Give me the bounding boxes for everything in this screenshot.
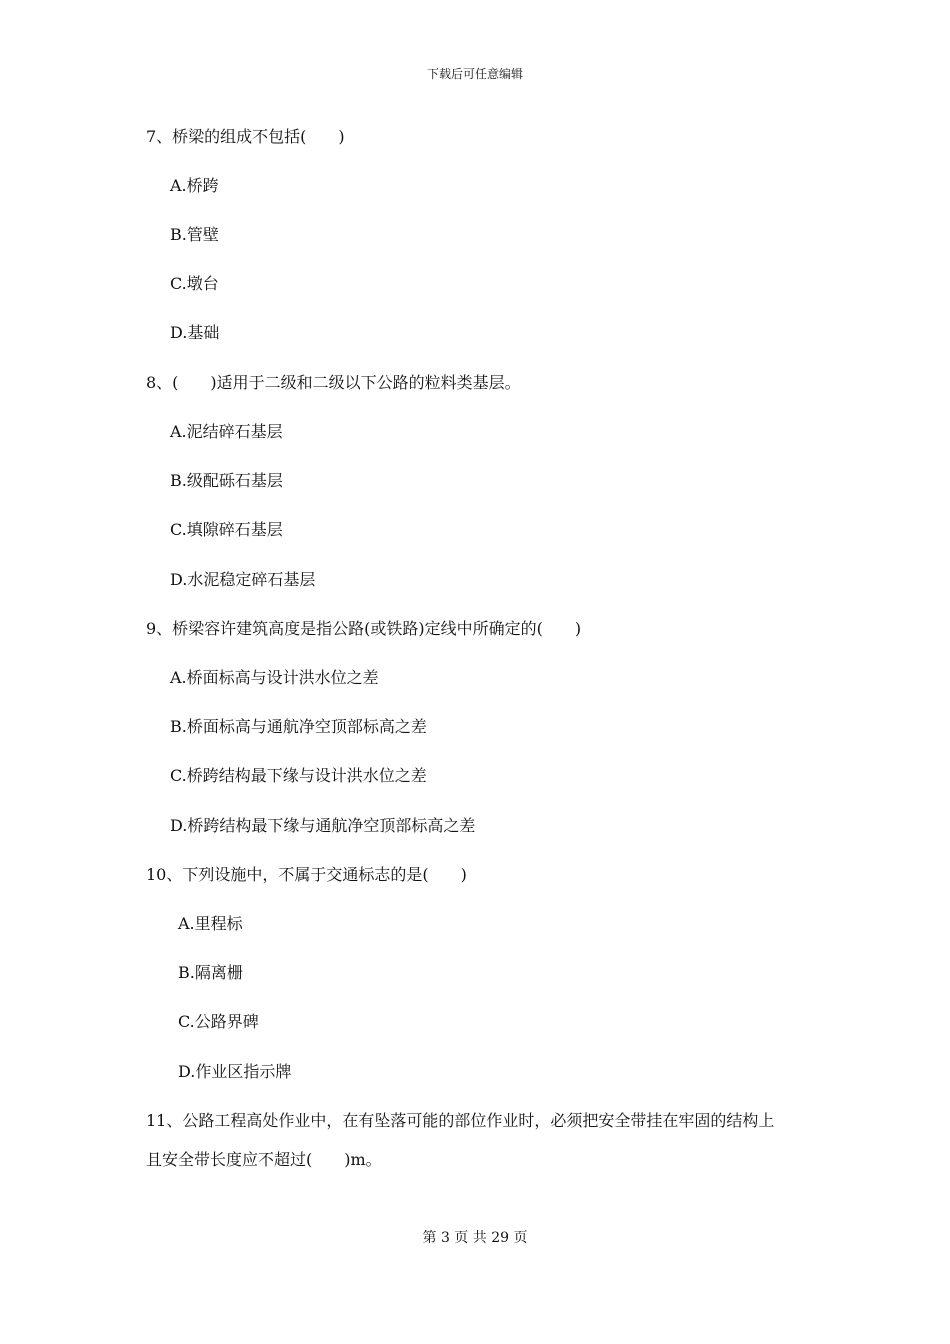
page-footer: 第 3 页 共 29 页 (422, 1230, 528, 1246)
question-10-option-d: D.作业区指示牌 (178, 1062, 292, 1081)
question-7-option-a: A.桥跨 (170, 176, 219, 195)
question-8-option-c: C.填隙碎石基层 (170, 520, 283, 539)
question-10-stem: 10、下列设施中，不属于交通标志的是( ) (146, 865, 467, 884)
page-header: 下载后可任意编辑 (426, 67, 523, 81)
question-9-option-a: A.桥面标高与设计洪水位之差 (170, 668, 379, 687)
question-8-stem: 8、( )适用于二级和二级以下公路的粒料类基层。 (146, 373, 521, 392)
question-10-option-a: A.里程标 (178, 914, 243, 933)
question-9-stem: 9、桥梁容许建筑高度是指公路(或铁路)定线中所确定的( ) (146, 619, 582, 638)
question-7-stem: 7、桥梁的组成不包括( ) (146, 127, 345, 146)
question-7-option-d: D.基础 (170, 323, 220, 342)
question-11-stem-line-2: 且安全带长度应不超过( )m。 (146, 1150, 382, 1169)
question-11-stem-line-1: 11、公路工程高处作业中，在有坠落可能的部位作业时，必须把安全带挂在牢固的结构上 (146, 1111, 775, 1130)
question-9-option-d: D.桥跨结构最下缘与通航净空顶部标高之差 (170, 816, 476, 835)
question-8-option-a: A.泥结碎石基层 (170, 422, 283, 441)
question-8-option-b: B.级配砾石基层 (170, 471, 283, 490)
question-10-option-b: B.隔离栅 (178, 963, 243, 982)
question-7-option-b: B.管壁 (170, 225, 219, 244)
question-9-option-c: C.桥跨结构最下缘与设计洪水位之差 (170, 766, 427, 785)
question-8-option-d: D.水泥稳定碎石基层 (170, 570, 316, 589)
question-9-option-b: B.桥面标高与通航净空顶部标高之差 (170, 717, 427, 736)
question-10-option-c: C.公路界碑 (178, 1012, 259, 1031)
question-7-option-c: C.墩台 (170, 274, 219, 293)
